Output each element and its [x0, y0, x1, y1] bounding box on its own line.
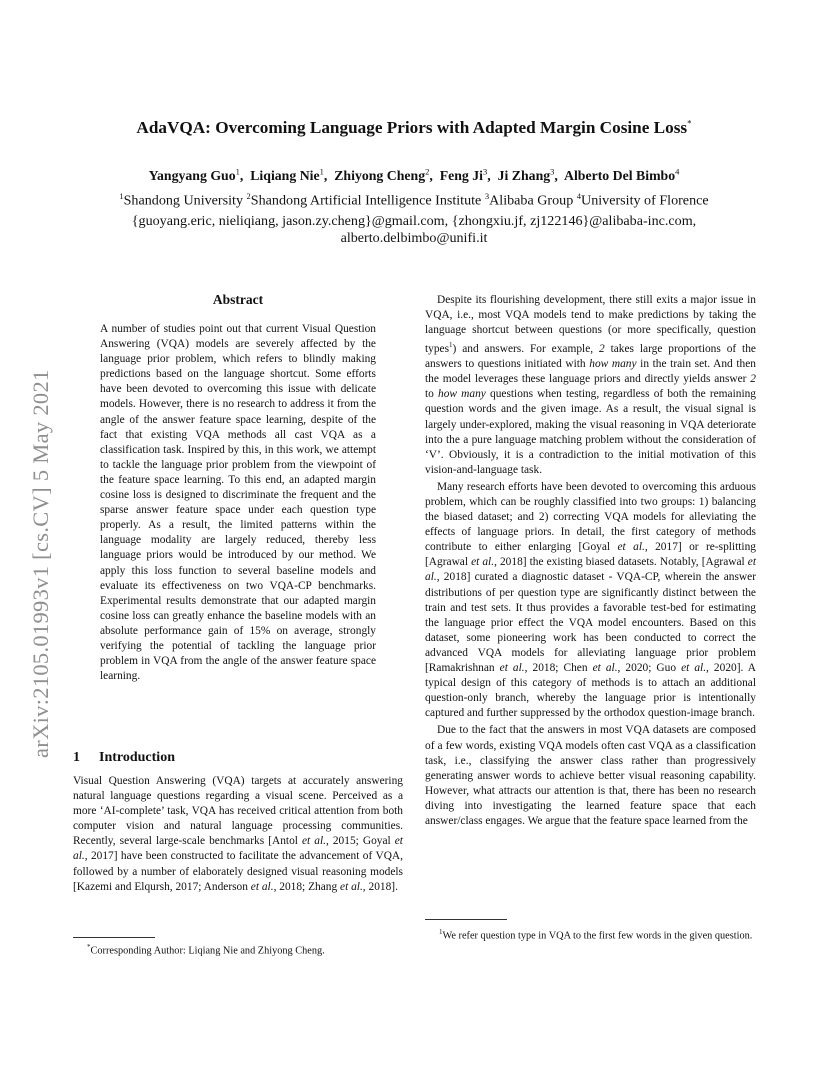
author: Liqiang Nie$^1$,	[250, 166, 328, 183]
title-footnote-marker: *	[687, 118, 692, 129]
affiliation: Shandong University	[123, 192, 243, 209]
footnote-corresponding-author: *Corresponding Author: Liqiang Nie and Zhiyong Cheng.	[87, 943, 325, 957]
author: Alberto Del Bimbo$^4$	[564, 166, 680, 183]
section-number: 1	[73, 750, 80, 765]
affiliation: Alibaba Group	[489, 192, 574, 209]
title-text: AdaVQA: Overcoming Language Priors with Adapted Margin Cosine Loss	[136, 118, 688, 137]
affiliation: Shandong Artificial Intelligence Institute	[250, 192, 482, 209]
arxiv-identifier: arXiv:2105.01993v1 [cs.CV] 5 May 2021	[28, 369, 53, 758]
footnote-rule	[73, 937, 155, 938]
section-title: Introduction	[99, 750, 175, 765]
affiliation: University of Florence	[581, 192, 709, 209]
paper-title	[60, 118, 768, 138]
right-column	[425, 293, 756, 831]
author: Yangyang Guo$^1$,	[148, 166, 244, 183]
author: Ji Zhang$^3$,	[497, 166, 558, 183]
body-paragraph: Many research efforts have been devoted to overcoming this arduous problem, which can be roughly classified into two groups: 1) balancing the biased dataset; and 2) correcting VQA models for alleviating the effects of language priors. In detail, the first category of methods contribute to either enlarging [Goyal et al., 2017] or re-splitting [Agrawal et al., 2018] the existing biased datasets. Notably, [Agrawal et al., 2018] curated a diagnostic dataset - VQA-CP, wherein the answer distributions of per question type are significantly distinct between the train and test sets. It thus provides a favorable test-bed for estimating the language prior effect the VQA model encounters. Based on this dataset, some pioneering work has been conducted to correct the advanced VQA models for alleviating language prior problem [Ramakrishnan et al., 2018; Chen et al., 2020; Guo et al., 2020]. A typical design of this category of methods is to attach an additional question-only branch, whereby the language prior is intentionally captured and further suppressed by the orthodox question-image branch.	[425, 480, 757, 720]
footnote-rule	[425, 919, 507, 920]
author-list	[40, 166, 788, 184]
author: Zhiyong Cheng$^2$,	[334, 166, 433, 183]
affiliations: $^1$Shandong University $^2$Shandong Artificial Intelligence Institute $^3$Alibaba Group $^4$University of Florence	[119, 191, 709, 209]
email-line: {guoyang.eric, nieliqiang, jason.zy.cheng}@gmail.com, {zhongxiu.jf, zj122146}@alibaba-inc.com,	[131, 213, 697, 229]
footnote-question-type: $^1$We refer question type in VQA to the first few words in the given question.	[439, 928, 753, 942]
email-line: alberto.delbimbo@unifi.it	[340, 230, 488, 246]
section-heading	[73, 750, 175, 766]
body-paragraph: Despite its flourishing development, there still exits a major issue in VQA, i.e., most VQA models tend to make predictions by taking the language shortcut between questions (or more specifically, question types$^1$) and answers. For example, 2 takes large proportions of the answers to questions initiated with how many in the train set. And then the model leverages these language priors and directly yields answer 2 to how many questions when testing, regardless of both the remaining question words and the given image. As a result, the visual signal is largely under-explored, making the visual reasoning in VQA deteriorate into the a pure language matching problem without the consideration of ‘V’. Obviously, it is a contradiction to the initial motivation of this vision-and-language task.	[425, 294, 756, 476]
author: Feng Ji$^3$,	[439, 166, 491, 183]
intro-paragraph: Visual Question Answering (VQA) targets at accurately answering natural language questions regarding a visual scene. Perceived as a more ‘AI-complete’ task, VQA has received critical attention from both computer vision and natural language processing communities. Recently, several large-scale benchmarks [Antol et al., 2015; Goyal et al., 2017] have been constructed to facilitate the advancement of VQA, followed by a number of elaborately designed visual reasoning models [Kazemi and Elqursh, 2017; Anderson et al., 2018; Zhang et al., 2018].	[73, 775, 403, 893]
abstract-heading: Abstract	[212, 292, 264, 307]
body-paragraph: Due to the fact that the answers in most VQA datasets are composed of a few words, existing VQA models often cast VQA as a classification task, i.e., classifying the answer class rather than progressively generating answer words to achieve better visual reasoning capability. However, what attracts our attention is that, there has been no research diving into investigating the learned feature space that each answer/class engages. We argue that the feature space learned from the	[425, 724, 756, 827]
email-block	[50, 213, 778, 247]
abstract-text: A number of studies point out that current Visual Question Answering (VQA) models are severely affected by the language prior problem, which refers to blindly making predictions based on the language shortcut. Some efforts have been devoted to overcoming this issue with delicate models. However, there is no research to address it from the angle of the answer feature space learning, despite of the fact that existing VQA methods all cast VQA as a classification task. Inspired by this, in this work, we attempt to tackle the language prior problem from the viewpoint of the feature space learning. To this end, an adapted margin cosine loss is designed to discriminate the frequent and the sparse answer feature space under each question type properly. As a result, the limited patterns within the language modality are largely reduced, thereby less language priors would be introduced by our method. We apply this loss function to several baseline models and evaluate its effectiveness on two VQA-CP benchmarks. Experimental results demonstrate that our adapted margin cosine loss can greatly enhance the baseline models with an absolute performance gain of 15% on average, strongly verifying the potential of tackling the language prior problem in VQA from the angle of the answer feature space learning.	[100, 323, 376, 683]
